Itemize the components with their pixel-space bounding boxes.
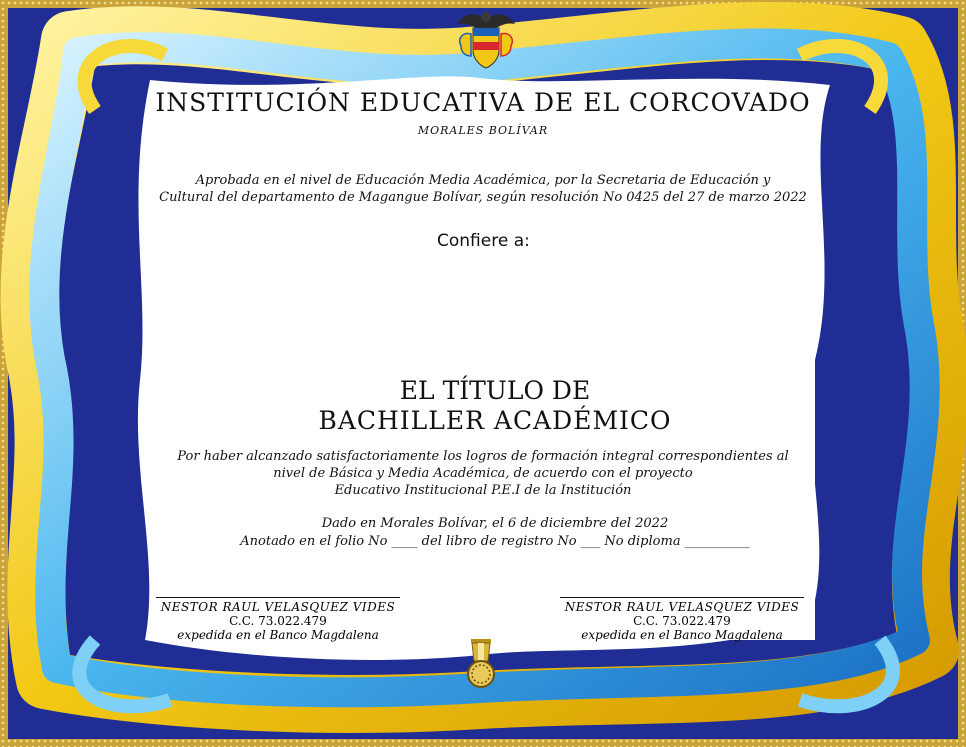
registry-line: Anotado en el folio No ____ del libro de registro No ___ No diploma __________ (240, 534, 750, 549)
signatory-id: C.C. 73.022.479 (633, 614, 731, 628)
signatory-id-issued: expedida en el Banco Magdalena (581, 628, 783, 642)
reason-text-line: nivel de Básica y Media Académica, de acuerdo con el proyecto (273, 466, 693, 481)
reason-text-line: Educativo Institucional P.E.I de la Institución (334, 483, 632, 498)
institution-title: INSTITUCIÓN EDUCATIVA DE EL CORCOVADO (155, 88, 811, 117)
confers-label: Confiere a: (437, 231, 530, 251)
reason-text-line: Por haber alcanzado satisfactoriamente los logros de formación integral correspondientes al (177, 449, 789, 464)
signature-block-left (156, 597, 400, 642)
issue-date-line: Dado en Morales Bolívar, el 6 de diciembre del 2022 (321, 516, 669, 531)
medal-icon (460, 637, 502, 689)
signatory-name: NESTOR RAUL VELASQUEZ VIDES (564, 600, 800, 614)
signature-line (560, 597, 804, 598)
degree-title-line: BACHILLER ACADÉMICO (318, 406, 672, 435)
institution-location: MORALES BOLÍVAR (417, 124, 549, 137)
degree-title-line: EL TÍTULO DE (399, 376, 591, 405)
signatory-id-issued: expedida en el Banco Magdalena (177, 628, 379, 642)
signatory-id: C.C. 73.022.479 (229, 614, 327, 628)
coat-of-arms-icon (453, 6, 519, 72)
signatory-name: NESTOR RAUL VELASQUEZ VIDES (160, 600, 396, 614)
signature-block-right (560, 597, 804, 642)
signature-line (156, 597, 400, 598)
approval-text-line: Aprobada en el nivel de Educación Media Académica, por la Secretaria de Educación y (195, 173, 771, 188)
approval-text-line: Cultural del departamento de Magangue Bolívar, según resolución No 0425 del 27 de marzo 2022 (159, 190, 807, 205)
